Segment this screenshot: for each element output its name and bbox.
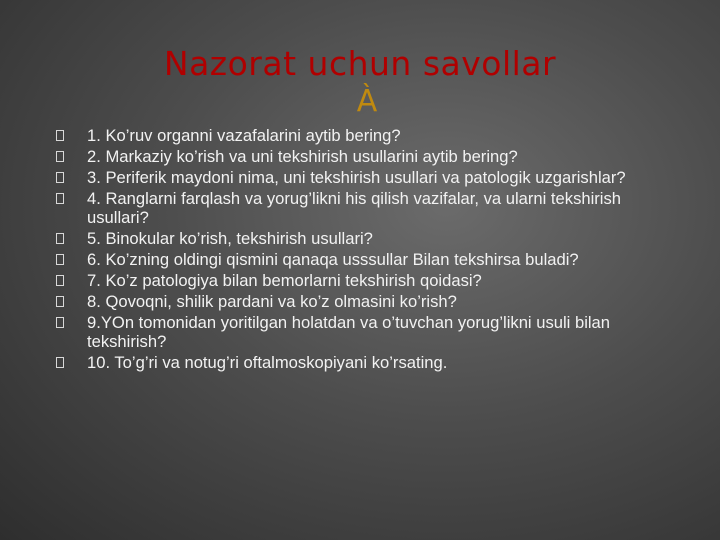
square-bullet-icon <box>56 193 64 204</box>
slide-title: Nazorat uchun savollar <box>163 44 557 83</box>
list-item <box>56 126 656 146</box>
square-bullet-icon <box>56 317 64 328</box>
square-bullet-icon <box>56 254 64 265</box>
question-text: 3. Periferik maydoni nima, uni tekshirish usullari va patologik uzgarishlar? <box>87 167 626 187</box>
list-item <box>56 313 656 352</box>
square-bullet-icon <box>56 275 64 286</box>
question-text: 5. Binokular ko’rish, tekshirish usullari? <box>87 229 373 249</box>
list-item <box>56 147 656 167</box>
list-item <box>56 292 656 312</box>
list-item <box>56 250 656 270</box>
list-item <box>56 271 656 291</box>
list-item <box>56 353 656 373</box>
question-text: 10. To’g’ri va notug’ri oftalmoskopiyani ko’rsating. <box>87 353 448 373</box>
question-text: 2. Markaziy ko’rish va uni tekshirish usullarini aytib bering? <box>87 146 518 166</box>
question-text: 6. Ko’zning oldingi qismini qanaqa usssullar Bilan tekshirsa buladi? <box>87 250 579 270</box>
list-item <box>56 229 656 249</box>
question-text: 1. Ko’ruv organni vazafalarini aytib bering? <box>87 126 401 145</box>
square-bullet-icon <box>56 233 64 244</box>
question-text: 7. Ko’z patologiya bilan bemorlarni tekshirish qoidasi? <box>87 270 482 290</box>
square-bullet-icon <box>56 130 64 141</box>
square-bullet-icon <box>56 357 64 368</box>
title-glyph: À <box>356 84 378 119</box>
list-item <box>56 168 656 188</box>
question-list <box>56 126 656 374</box>
question-text: 9.YOn tomonidan yoritilgan holatdan va o’tuvchan yorug’likni usuli bilan tekshirish? <box>87 312 611 352</box>
square-bullet-icon <box>56 172 64 183</box>
question-text: 4. Ranglarni farqlash va yorug’likni his qilish vazifalar, va ularni tekshirish usullari? <box>87 188 622 228</box>
list-item <box>56 189 656 228</box>
question-text: 8. Qovoqni, shilik pardani va ko’z olmasini ko’rish? <box>87 291 457 311</box>
square-bullet-icon <box>56 296 64 307</box>
square-bullet-icon <box>56 151 64 162</box>
